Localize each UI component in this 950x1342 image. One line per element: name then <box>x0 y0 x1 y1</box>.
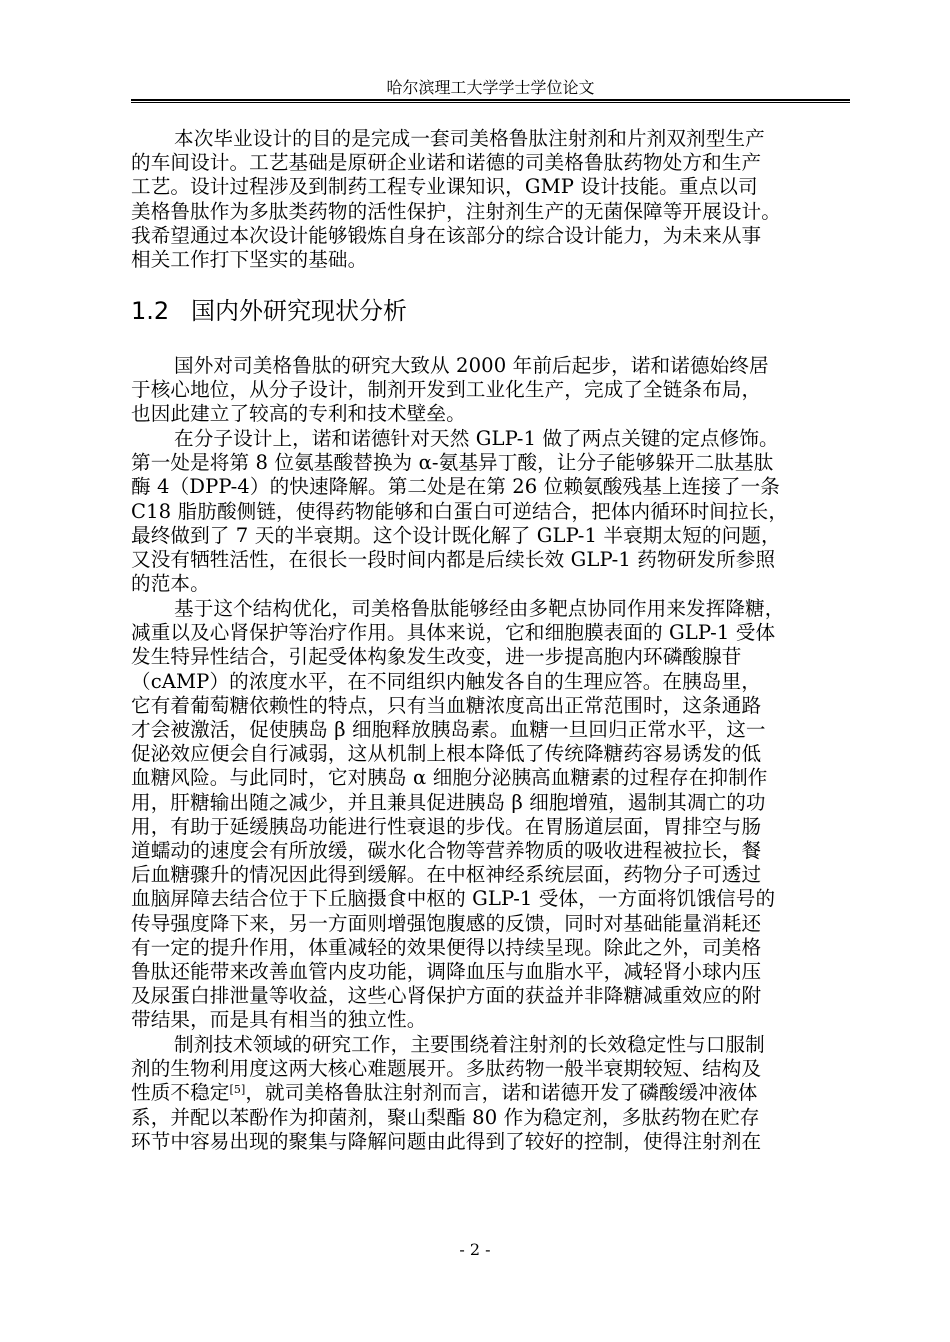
paragraph-4 <box>131 1033 851 1154</box>
text-line: 第一处是将第 8 位氨基酸替换为 α-氨基异丁酸，让分子能够躲开二肽基肽 <box>131 451 774 475</box>
text-line: 我希望通过本次设计能够锻炼自身在该部分的综合设计能力，为未来从事 <box>131 223 762 247</box>
text-line: 基于这个结构优化，司美格鲁肽能够经由多靶点协同作用来发挥降糖， <box>174 597 785 620</box>
text-line: 发生特异性结合，引起受体构象发生改变，进一步提高胞内环磷酸腺苷 <box>131 645 742 669</box>
text-line: 血糖风险。与此同时，它对胰岛 α 细胞分泌胰高血糖素的过程存在抑制作 <box>131 766 768 790</box>
page-number: - 2 - <box>459 1240 491 1259</box>
text-line: 最终做到了 7 天的半衰期。这个设计既化解了 GLP-1 半衰期太短的问题， <box>131 523 781 547</box>
paragraph-2 <box>131 427 851 596</box>
paragraph-1 <box>131 354 851 427</box>
text-line: C18 脂肪酸侧链，使得药物能够和白蛋白可逆结合，把体内循环时间拉长， <box>131 499 789 523</box>
text-fragment: 性质不稳定 <box>131 1081 230 1105</box>
text-line: 酶 4（DPP-4）的快速降解。第二处是在第 26 位赖氨酸残基上连接了一条 <box>131 475 781 499</box>
text-line: 的车间设计。工艺基础是原研企业诺和诺德的司美格鲁肽药物处方和生产 <box>131 151 762 175</box>
text-line: 剂的生物利用度这两大核心难题展开。多肽药物一般半衰期较短、结构及 <box>131 1057 762 1081</box>
text-line: 它有着葡萄糖依赖性的特点，只有当血糖浓度高出正常范围时，这条通路 <box>131 693 762 717</box>
text-line: 制剂技术领域的研究工作，主要围绕着注射剂的长效稳定性与口服制 <box>174 1033 765 1056</box>
text-line: 鲁肽还能带来改善血管内皮功能，调降血压与血脂水平，减轻肾小球内压 <box>131 960 762 984</box>
text-line: 的范本。 <box>131 572 210 596</box>
text-line: 用，有助于延缓胰岛功能进行性衰退的步伐。在胃肠道层面，胃排空与肠 <box>131 814 762 838</box>
text-line: 系，并配以苯酚作为抑菌剂，聚山梨酯 80 作为稳定剂，多肽药物在贮存 <box>131 1105 760 1129</box>
text-line: 有一定的提升作用，体重减轻的效果便得以持续呈现。除此之外，司美格 <box>131 935 762 959</box>
text-line: 减重以及心肾保护等治疗作用。具体来说，它和细胞膜表面的 GLP-1 受体 <box>131 621 776 645</box>
text-line: 后血糖骤升的情况因此得到缓解。在中枢神经系统层面，药物分子可透过 <box>131 863 762 887</box>
paragraph-3 <box>131 597 851 1033</box>
text-line: 工艺。设计过程涉及到制药工程专业课知识，GMP 设计技能。重点以司 <box>131 175 758 199</box>
text-line: 于核心地位，从分子设计，制剂开发到工业化生产，完成了全链条布局， <box>131 378 762 402</box>
text-line: 传导强度降下来，另一方面则增强饱腹感的反馈，同时对基础能量消耗还 <box>131 911 762 935</box>
text-line: 也因此建立了较高的专利和技术壁垒。 <box>131 402 466 426</box>
text-line: 血脑屏障去结合位于下丘脑摄食中枢的 GLP-1 受体，一方面将饥饿信号的 <box>131 887 776 911</box>
text-line: 及尿蛋白排泄量等收益，这些心肾保护方面的获益并非降糖减重效应的附 <box>131 984 762 1008</box>
intro-paragraph <box>131 127 851 272</box>
text-line: 国外对司美格鲁肽的研究大致从 2000 年前后起步，诺和诺德始终居 <box>174 354 769 377</box>
text-line: 环节中容易出现的聚集与降解问题由此得到了较好的控制，使得注射剂在 <box>131 1129 762 1153</box>
text-line: 又没有牺牲活性，在很长一段时间内都是后续长效 GLP-1 药物研发所参照 <box>131 548 776 572</box>
text-fragment: ，就司美格鲁肽注射剂而言，诺和诺德开发了磷酸缓冲液体 <box>245 1081 758 1105</box>
text-line: 才会被激活，促使胰岛 β 细胞释放胰岛素。血糖一旦回归正常水平，这一 <box>131 718 766 742</box>
section-heading <box>131 296 407 326</box>
text-line: 带结果，而是具有相当的独立性。 <box>131 1008 427 1032</box>
text-line: 在分子设计上，诺和诺德针对天然 GLP-1 做了两点关键的定点修饰。 <box>174 427 779 450</box>
text-line: 促泌效应便会自行减弱，这从机制上根本降低了传统降糖药容易诱发的低 <box>131 742 762 766</box>
text-line: （cAMP）的浓度水平，在不同组织内触发各自的生理应答。在胰岛里， <box>131 669 761 693</box>
text-line: 用，肝糖输出随之减少，并且兼具促进胰岛 β 细胞增殖，遏制其凋亡的功 <box>131 790 766 814</box>
section-title: 国内外研究现状分析 <box>191 297 407 325</box>
citation-reference[interactable]: [5] <box>229 1083 246 1097</box>
text-line <box>131 1081 851 1105</box>
text-line: 道蠕动的速度会有所放缓，碳水化合物等营养物质的吸收进程被拉长，餐 <box>131 839 762 863</box>
running-header: 哈尔滨理工大学学士学位论文 <box>386 78 595 97</box>
text-line: 相关工作打下坚实的基础。 <box>131 248 368 272</box>
section-number: 1.2 <box>131 297 170 325</box>
header-rule <box>131 99 850 103</box>
text-line: 美格鲁肽作为多肽类药物的活性保护，注射剂生产的无菌保障等开展设计。 <box>131 199 781 223</box>
text-line: 本次毕业设计的目的是完成一套司美格鲁肽注射剂和片剂双剂型生产 <box>174 127 765 150</box>
